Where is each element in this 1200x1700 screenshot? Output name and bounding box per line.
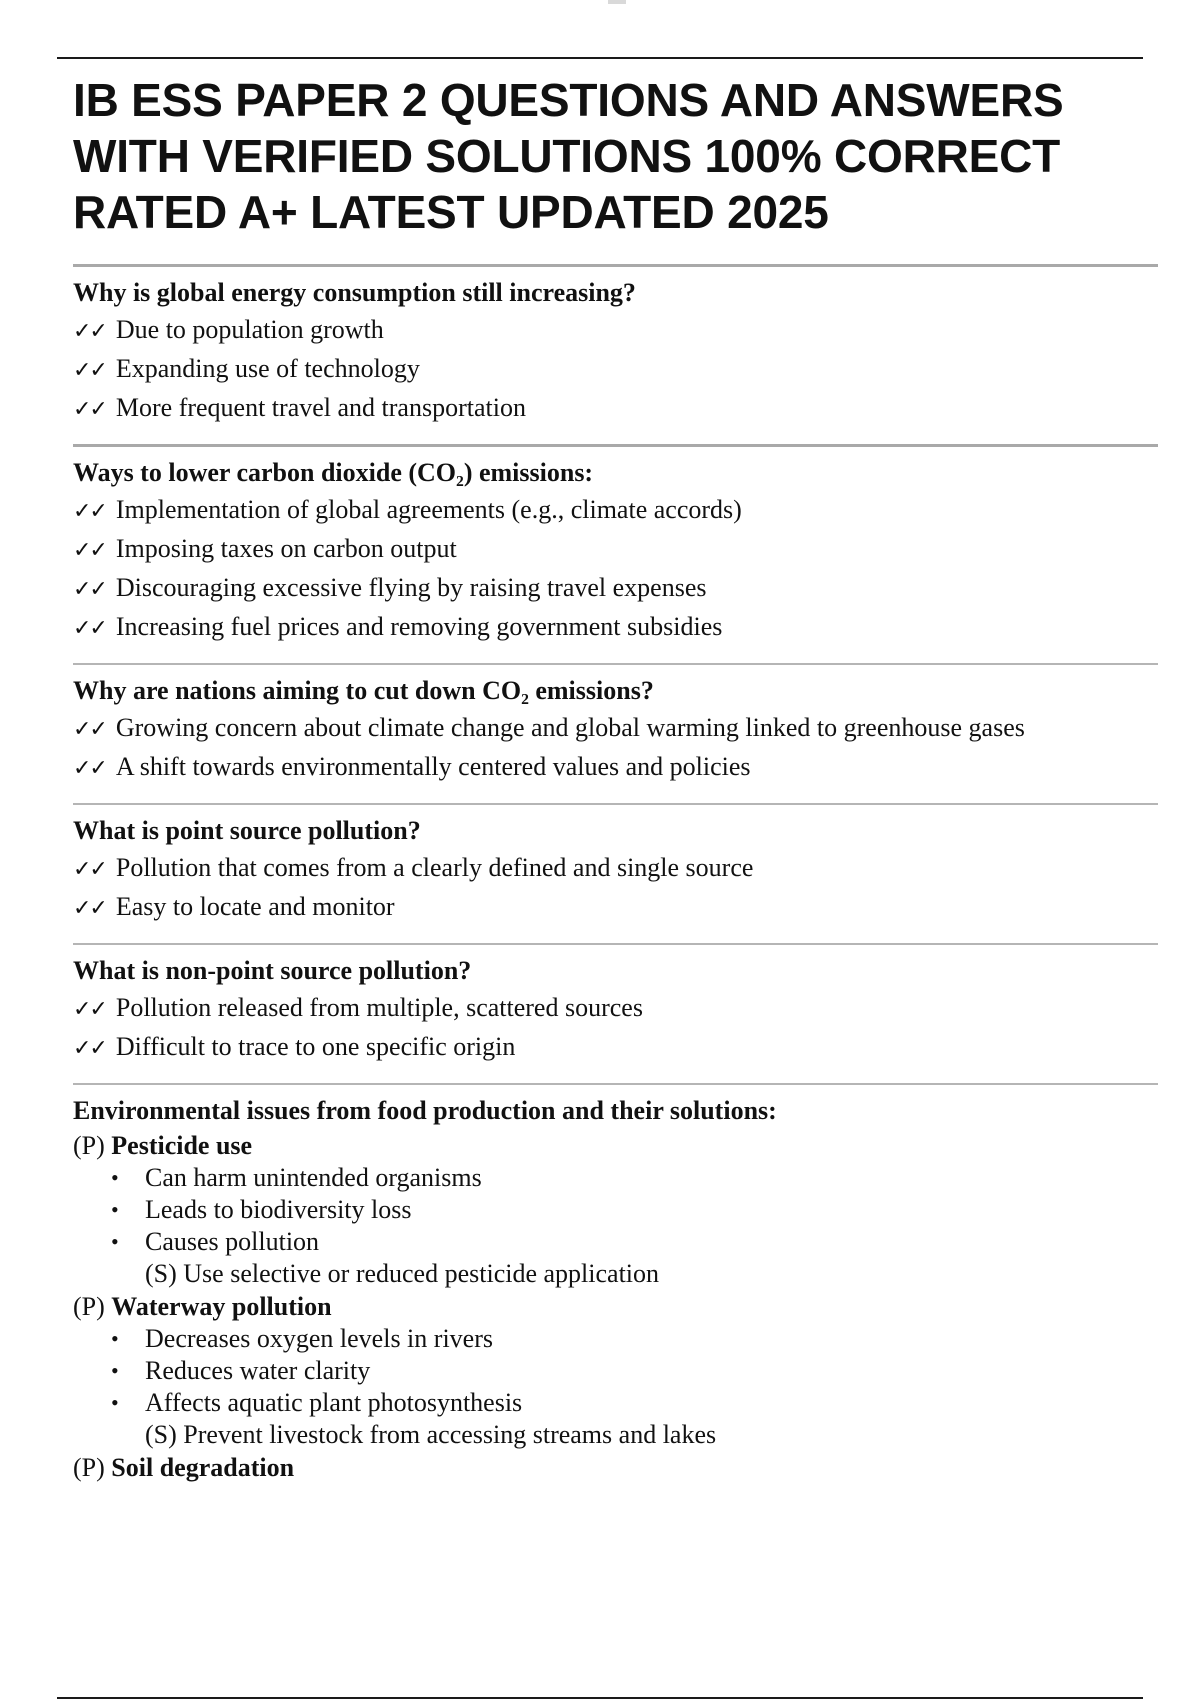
effects-list: [73, 1323, 1158, 1419]
problem-prefix: (P): [73, 1453, 105, 1482]
solution-text: (S) Prevent livestock from accessing streams and lakes: [145, 1420, 717, 1449]
qa-section: [73, 803, 1158, 943]
list-item: [111, 1194, 1158, 1226]
qa-section: [73, 943, 1158, 1083]
answer: [73, 748, 1158, 787]
answer: [73, 569, 1158, 608]
check-icon: ✓✓: [73, 717, 106, 742]
bullet-icon: •: [111, 1197, 119, 1222]
page-top-rule: [57, 57, 1143, 59]
problem-heading: [73, 1290, 1158, 1323]
problem-prefix: (P): [73, 1131, 105, 1160]
check-icon: ✓✓: [73, 756, 106, 781]
bullet-icon: •: [111, 1229, 119, 1254]
document-body: [73, 72, 1158, 1500]
effect-text: Causes pollution: [145, 1227, 320, 1256]
check-icon: ✓✓: [73, 577, 106, 602]
check-icon: ✓✓: [73, 538, 106, 563]
check-icon: ✓✓: [73, 896, 106, 921]
answer-text: A shift towards environmentally centered values and policies: [115, 752, 751, 781]
bullet-icon: •: [111, 1165, 119, 1190]
question: What is non-point source pollution?: [73, 956, 472, 985]
effect-text: Decreases oxygen levels in rivers: [145, 1324, 493, 1353]
effect-text: Reduces water clarity: [145, 1356, 371, 1385]
answer: [73, 849, 1158, 888]
check-icon: ✓✓: [73, 499, 106, 524]
answer-text: Implementation of global agreements (e.g., climate accords): [115, 495, 742, 524]
answer: [73, 350, 1158, 389]
page-bottom-rule: [57, 1697, 1143, 1699]
problem-name: Pesticide use: [111, 1131, 253, 1160]
problem-name: Waterway pollution: [111, 1292, 332, 1321]
check-icon: ✓✓: [73, 319, 106, 344]
list-item: [111, 1323, 1158, 1355]
answer-text: Growing concern about climate change and global warming linked to greenhouse gases: [115, 713, 1025, 742]
problem-heading: [73, 1451, 1158, 1484]
page-top-mark: [608, 0, 626, 4]
bullet-icon: •: [111, 1326, 119, 1351]
check-icon: ✓✓: [73, 616, 106, 641]
answer: [73, 491, 1158, 530]
answer: [73, 888, 1158, 927]
question: Ways to lower carbon dioxide (CO₂) emissions:: [73, 458, 594, 487]
list-item: [111, 1162, 1158, 1194]
answer: [73, 389, 1158, 428]
answer: [73, 709, 1158, 748]
answer: [73, 311, 1158, 350]
answer: [73, 608, 1158, 647]
effect-text: Leads to biodiversity loss: [145, 1195, 412, 1224]
list-item: [111, 1387, 1158, 1419]
qa-section: [73, 264, 1158, 444]
answer: [73, 989, 1158, 1028]
check-icon: ✓✓: [73, 358, 106, 383]
question: What is point source pollution?: [73, 816, 421, 845]
food-production-section: [73, 1083, 1158, 1500]
question: Why are nations aiming to cut down CO₂ emissions?: [73, 676, 654, 705]
answer-text: More frequent travel and transportation: [115, 393, 526, 422]
problem-name: Soil degradation: [111, 1453, 295, 1482]
check-icon: ✓✓: [73, 857, 106, 882]
answer-text: Pollution released from multiple, scattered sources: [115, 993, 643, 1022]
answer-text: Difficult to trace to one specific origin: [115, 1032, 516, 1061]
answer-text: Discouraging excessive flying by raising travel expenses: [115, 573, 707, 602]
answer-text: Increasing fuel prices and removing government subsidies: [115, 612, 723, 641]
problem-heading: [73, 1129, 1158, 1162]
answer: [73, 1028, 1158, 1067]
answer: [73, 530, 1158, 569]
answer-text: Expanding use of technology: [115, 354, 420, 383]
list-item: [111, 1226, 1158, 1258]
effect-text: Can harm unintended organisms: [145, 1163, 482, 1192]
qa-section: [73, 663, 1158, 803]
answer-text: Easy to locate and monitor: [115, 892, 395, 921]
list-item: [111, 1355, 1158, 1387]
document-title: IB ESS PAPER 2 QUESTIONS AND ANSWERS WITH VERIFIED SOLUTIONS 100% CORRECT RATED A+ LATEST UPDATED 2025: [73, 74, 1064, 238]
answer-text: Due to population growth: [115, 315, 384, 344]
effects-list: [73, 1162, 1158, 1258]
problem-prefix: (P): [73, 1292, 105, 1321]
effect-text: Affects aquatic plant photosynthesis: [145, 1388, 523, 1417]
check-icon: ✓✓: [73, 1036, 106, 1061]
question: Environmental issues from food production and their solutions:: [73, 1096, 777, 1125]
answer-text: Pollution that comes from a clearly defined and single source: [115, 853, 754, 882]
qa-section: [73, 444, 1158, 663]
bullet-icon: •: [111, 1358, 119, 1383]
question: Why is global energy consumption still increasing?: [73, 278, 636, 307]
solution-text: (S) Use selective or reduced pesticide application: [145, 1259, 660, 1288]
answer-text: Imposing taxes on carbon output: [115, 534, 457, 563]
check-icon: ✓✓: [73, 997, 106, 1022]
check-icon: ✓✓: [73, 397, 106, 422]
bullet-icon: •: [111, 1390, 119, 1415]
